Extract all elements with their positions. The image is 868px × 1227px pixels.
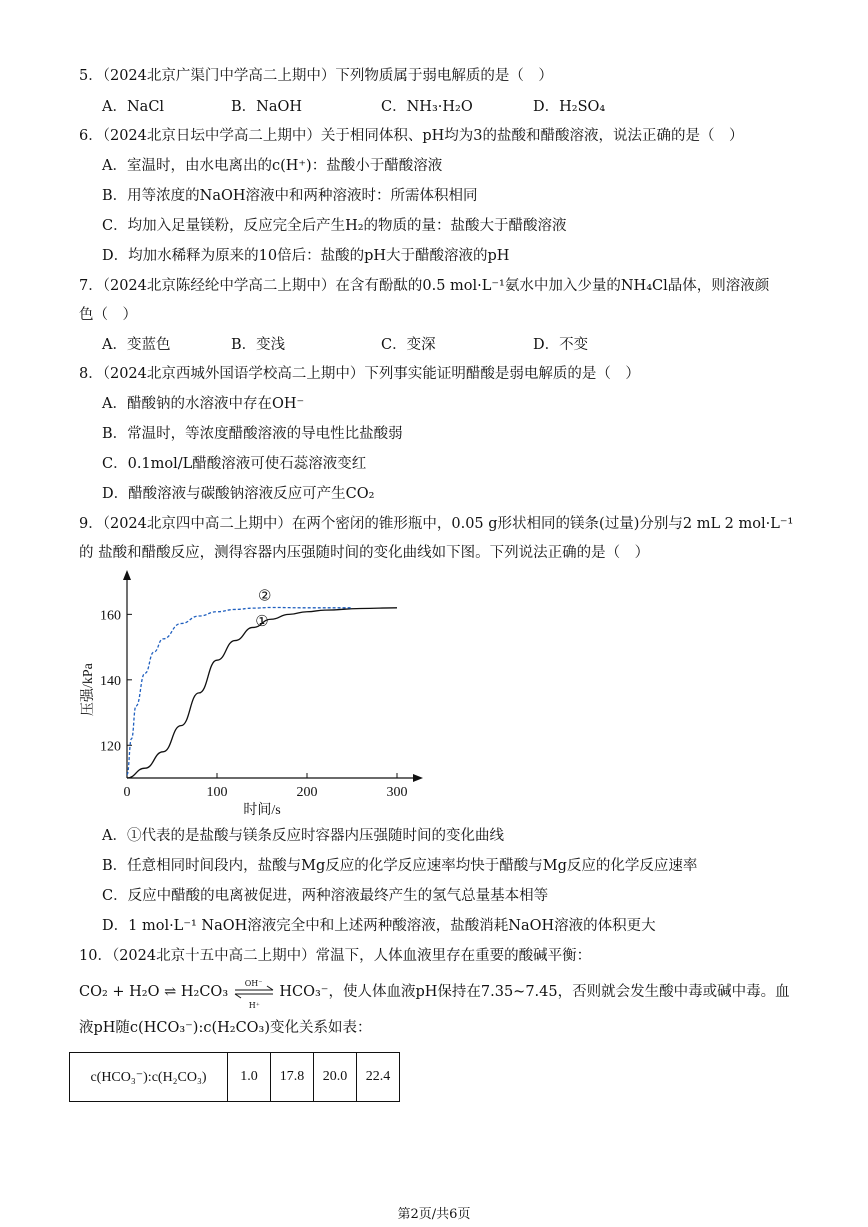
q9-option-d: D．1 mol·L⁻¹ NaOH溶液完全中和上述两种酸溶液，盐酸消耗NaOH溶液的体积更大 xyxy=(102,918,656,934)
q10-eq-tail: ，使人体血液pH保持在7.35~7.45，否则就会发生酸中毒或碱中毒。血 xyxy=(328,984,790,1000)
y-axis-arrow-icon xyxy=(123,570,131,580)
q10-arrow-bottom: H⁺ xyxy=(248,1001,260,1010)
q6-option-b: B．用等浓度的NaOH溶液中和两种溶液时：所需体积相同 xyxy=(102,188,478,204)
q9-stem-line1: 9．（2024北京四中高二上期中）在两个密闭的锥形瓶中，0.05 g形状相同的镁条(过量)分别与2 mL 2 mol·L⁻¹ xyxy=(79,516,794,532)
q7-option-c: C．变深 xyxy=(381,337,436,353)
series-line-1 xyxy=(127,608,397,778)
q7-option-d: D．不变 xyxy=(533,337,589,353)
q7-option-b: B．变浅 xyxy=(231,337,286,353)
x-tick-label: 300 xyxy=(386,785,408,800)
x-tick-label: 0 xyxy=(123,785,131,800)
x-axis-arrow-icon xyxy=(413,774,423,782)
q9-option-a: A．①代表的是盐酸与镁条反应时容器内压强随时间的变化曲线 xyxy=(102,828,504,844)
page-footer: 第2页/共6页 xyxy=(397,1207,471,1222)
q7-stem-line2: 色（ ） xyxy=(79,307,137,323)
q10-eq-left: CO₂ + H₂O ⇌ H₂CO₃ xyxy=(79,984,229,1000)
q10-eq-arrow xyxy=(233,979,275,1010)
q10-line3: 液pH随c(HCO₃⁻):c(H₂CO₃)变化关系如表： xyxy=(79,1020,372,1036)
q8-option-a: A．醋酸钠的水溶液中存在OH⁻ xyxy=(102,396,305,412)
q10-eq-right: HCO₃⁻ xyxy=(279,984,329,1000)
q9-option-c: C．反应中醋酸的电离被促进，两种溶液最终产生的氢气总量基本相等 xyxy=(102,888,549,904)
q10-arrow-top: OH⁻ xyxy=(244,979,263,988)
q5-option-c: C．NH₃·H₂O xyxy=(381,99,473,115)
q5-option-d: D．H₂SO₄ xyxy=(533,99,606,115)
table-cell: 22.4 xyxy=(357,1053,400,1102)
series-label-1: ① xyxy=(255,613,269,630)
series-line-2 xyxy=(127,607,352,774)
q6-option-a: A．室温时，由水电离出的c(H⁺)：盐酸小于醋酸溶液 xyxy=(102,158,443,174)
q9-stem-line2: 的 盐酸和醋酸反应，测得容器内压强随时间的变化曲线如下图。下列说法正确的是（ ） xyxy=(79,545,650,561)
q5-stem: 5．（2024北京广渠门中学高二上期中）下列物质属于弱电解质的是（ ） xyxy=(79,68,553,84)
q6-stem: 6．（2024北京日坛中学高二上期中）关于相同体积、pH均为3的盐酸和醋酸溶液，说法正确的是（ ） xyxy=(79,128,744,144)
q10-stem: 10．（2024北京十五中高二上期中）常温下，人体血液里存在重要的酸碱平衡： xyxy=(79,948,592,964)
q9-option-b: B．任意相同时间段内，盐酸与Mg反应的化学反应速率均快于醋酸与Mg反应的化学反应速率 xyxy=(102,858,698,874)
q10-equation xyxy=(79,979,790,1010)
y-axis-label: 压强/kPa xyxy=(81,663,96,717)
q8-stem: 8．（2024北京西城外国语学校高二上期中）下列事实能证明醋酸是弱电解质的是（ ） xyxy=(79,366,640,382)
q6-option-d: D．均加水稀释为原来的10倍后：盐酸的pH大于醋酸溶液的pH xyxy=(102,248,510,264)
series-label-2: ② xyxy=(257,588,272,605)
x-axis-label: 时间/s xyxy=(243,803,281,818)
x-tick-label: 200 xyxy=(296,785,318,800)
table-cell: 20.0 xyxy=(314,1053,357,1102)
q7-stem-line1: 7．（2024北京陈经纶中学高二上期中）在含有酚酞的0.5 mol·L⁻¹氨水中加入少量的NH₄Cl晶体，则溶液颜 xyxy=(79,278,770,294)
q6-option-c: C．均加入足量镁粉，反应完全后产生H₂的物质的量：盐酸大于醋酸溶液 xyxy=(102,218,567,234)
table-cell: 17.8 xyxy=(271,1053,314,1102)
q5-option-a: A．NaCl xyxy=(102,99,165,115)
table-cell: 1.0 xyxy=(228,1053,271,1102)
q8-option-c: C．0.1mol/L醋酸溶液可使石蕊溶液变红 xyxy=(102,456,367,472)
y-tick-label: 160 xyxy=(100,608,121,624)
x-tick-label: 100 xyxy=(206,785,228,800)
q5-option-b: B．NaOH xyxy=(231,99,303,115)
table-row xyxy=(70,1053,400,1102)
y-tick-label: 120 xyxy=(100,739,121,755)
table-header-cell: c(HCO₃⁻):c(H₂CO₃) xyxy=(70,1053,228,1102)
q8-option-d: D．醋酸溶液与碳酸钠溶液反应可产生CO₂ xyxy=(102,486,375,502)
q8-option-b: B．常温时，等浓度醋酸溶液的导电性比盐酸弱 xyxy=(102,426,403,442)
y-tick-label: 140 xyxy=(100,673,121,689)
q7-option-a: A．变蓝色 xyxy=(102,337,171,353)
ratio-table xyxy=(69,1052,400,1102)
pressure-time-chart xyxy=(72,568,432,820)
